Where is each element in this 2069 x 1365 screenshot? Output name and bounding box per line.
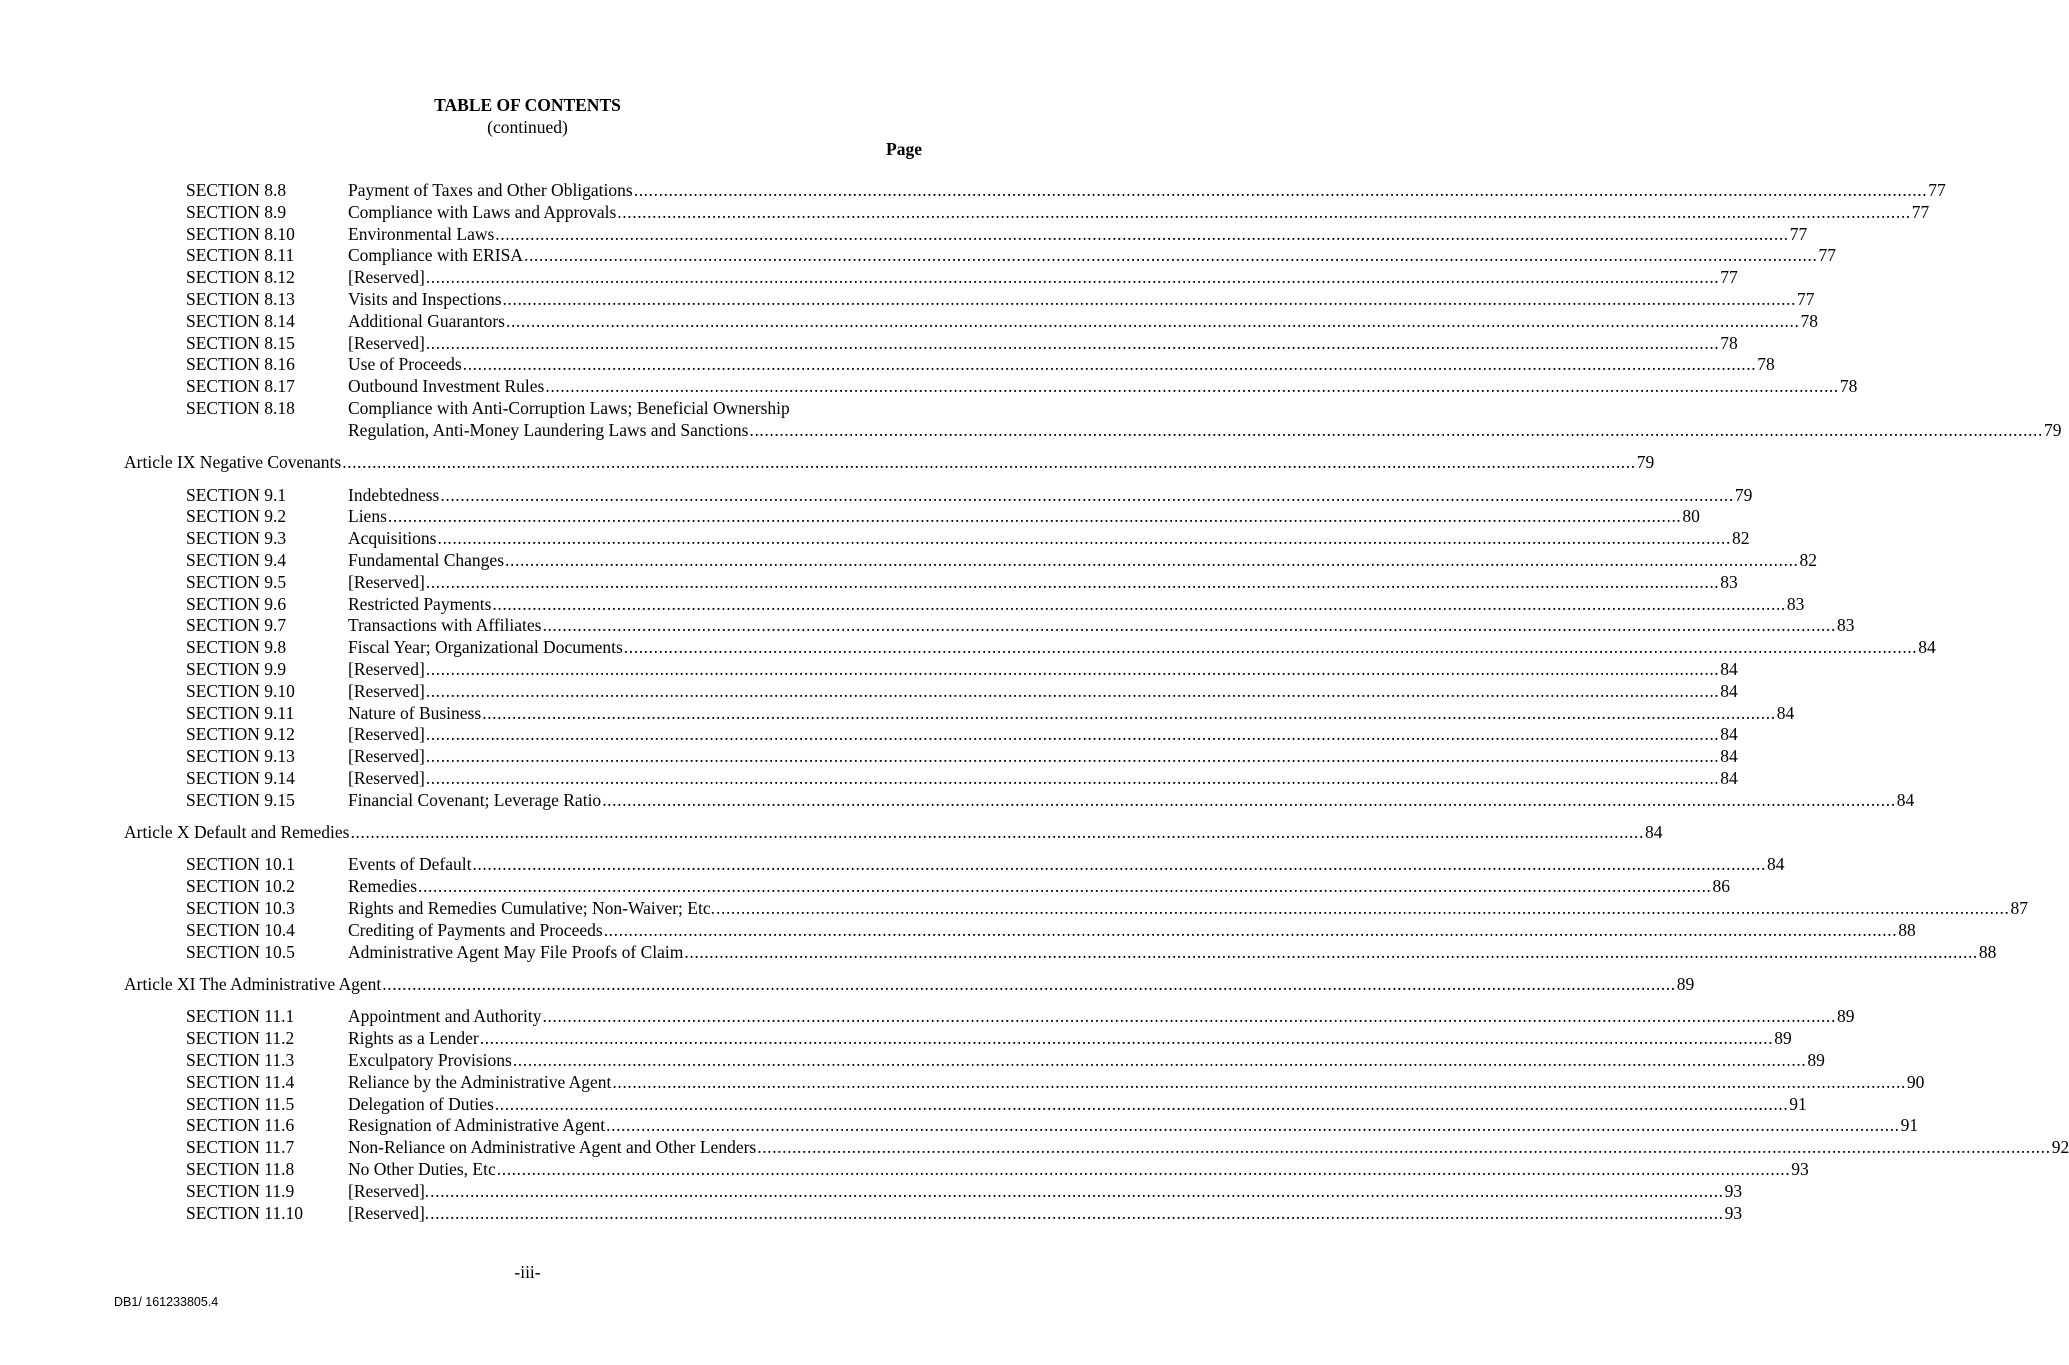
dot-leader: .................................................................................................................................................................................................................................................................... <box>612 1071 1906 1092</box>
dot-leader: .................................................................................................................................................................................................................................................................... <box>382 974 1676 995</box>
section-title: Payment of Taxes and Other Obligations <box>348 180 633 200</box>
dot-leader: .................................................................................................................................................................................................................................................................... <box>492 593 1786 614</box>
section-number: SECTION 11.8 <box>186 1159 295 1180</box>
dot-leader: .................................................................................................................................................................................................................................................................... <box>387 506 1682 527</box>
page-number: 89 <box>1676 974 1695 995</box>
dot-leader: .................................................................................................................................................................................................................................................................... <box>633 180 1928 200</box>
toc-entry-section[interactable] <box>0 637 1936 659</box>
section-title: Resignation of Administrative Agent <box>348 1115 606 1136</box>
section-title: Delegation of Duties <box>348 1093 494 1114</box>
dot-leader: .................................................................................................................................................................................................................................................................... <box>542 1006 1836 1027</box>
section-number: SECTION 11.5 <box>186 1093 295 1114</box>
dot-leader: .................................................................................................................................................................................................................................................................... <box>716 898 2010 919</box>
toc-entry-section[interactable] <box>0 201 1930 224</box>
toc-entry-section[interactable] <box>0 1115 1919 1137</box>
section-number: SECTION 10.4 <box>186 919 295 940</box>
section-number: SECTION 8.10 <box>186 223 295 244</box>
page-number: 79 <box>1636 452 1655 473</box>
dot-leader: .................................................................................................................................................................................................................................................................... <box>430 1180 1724 1201</box>
page-number: 83 <box>1720 571 1738 592</box>
section-title: No Other Duties, Etc <box>348 1159 496 1180</box>
section-title: [Reserved] <box>348 746 425 767</box>
section-title: [Reserved] <box>348 267 425 288</box>
dot-leader: .................................................................................................................................................................................................................................................................... <box>623 637 1918 658</box>
dot-leader: .................................................................................................................................................................................................................................................................... <box>425 571 1720 592</box>
section-title: [Reserved]. <box>348 1180 430 1201</box>
toc-entry-section-8-18[interactable] <box>0 398 1055 420</box>
dot-leader: .................................................................................................................................................................................................................................................................... <box>505 310 1800 331</box>
section-number: SECTION 9.9 <box>186 658 287 679</box>
article-title: Article XI The Administrative Agent <box>124 974 382 995</box>
toc-entry-section[interactable] <box>0 1202 1743 1225</box>
section-title: Transactions with Affiliates <box>348 615 542 636</box>
section-number: SECTION 9.14 <box>186 767 295 788</box>
section-title: [Reserved] <box>348 571 425 592</box>
toc-entry-section[interactable] <box>0 310 1818 333</box>
toc-entry-section[interactable] <box>0 1180 1743 1203</box>
page-number: 84 <box>1918 637 1936 658</box>
page-number: 77 <box>1928 180 1946 200</box>
toc-entry-section[interactable] <box>0 484 1753 507</box>
dot-leader: .................................................................................................................................................................................................................................................................... <box>440 484 1734 505</box>
dot-leader: .................................................................................................................................................................................................................................................................... <box>602 789 1896 810</box>
section-number: SECTION 10.5 <box>186 941 295 962</box>
section-number: SECTION 8.15 <box>186 332 295 353</box>
footer-page-number: -iii- <box>514 1262 541 1282</box>
dot-leader: .................................................................................................................................................................................................................................................................... <box>472 854 1766 875</box>
section-number: SECTION 11.9 <box>186 1180 295 1201</box>
section-number: SECTION 9.2 <box>186 506 287 527</box>
article-title: Article IX Negative Covenants <box>124 452 342 473</box>
dot-leader: .................................................................................................................................................................................................................................................................... <box>425 767 1720 788</box>
section-title: Nature of Business <box>348 702 482 723</box>
page-number: 77 <box>1789 223 1808 244</box>
toc-entry-section[interactable] <box>0 615 1855 637</box>
section-title-line1: Compliance with Anti-Corruption Laws; Beneficial Ownership <box>348 397 790 418</box>
toc-entry-section[interactable] <box>0 376 1858 398</box>
dot-leader: .................................................................................................................................................................................................................................................................... <box>496 1159 1791 1180</box>
section-number: SECTION 9.4 <box>186 549 287 570</box>
toc-title: TABLE OF CONTENTS <box>434 95 621 115</box>
toc-entry-section[interactable] <box>0 789 1915 812</box>
page-number: 77 <box>1797 288 1815 309</box>
toc-entry-section[interactable] <box>0 223 1808 246</box>
section-title: Fundamental Changes <box>348 549 505 570</box>
toc-entry-section[interactable] <box>0 919 1916 942</box>
page-number: 84 <box>1720 658 1738 679</box>
section-number: SECTION 11.2 <box>186 1028 295 1049</box>
page-number: 89 <box>1807 1050 1825 1071</box>
section-title: [Reserved] <box>348 767 425 788</box>
page-number: 84 <box>1720 680 1738 701</box>
dot-leader: .................................................................................................................................................................................................................................................................... <box>757 1137 2051 1158</box>
toc-entry-section[interactable] <box>0 1093 1807 1116</box>
section-number: SECTION 8.8 <box>186 180 287 200</box>
page-number: 84 <box>1776 702 1795 723</box>
section-number: SECTION 9.1 <box>186 484 287 505</box>
dot-leader: .................................................................................................................................................................................................................................................................... <box>603 919 1898 940</box>
page-number: 84 <box>1896 789 1915 810</box>
toc-entry-section[interactable] <box>0 1028 1792 1050</box>
section-title: Visits and Inspections <box>348 288 502 309</box>
section-title: Compliance with ERISA <box>348 245 523 266</box>
section-number: SECTION 9.5 <box>186 571 287 592</box>
page-number: 84 <box>1720 767 1738 788</box>
toc-entry-section-8-18-continued[interactable] <box>0 419 2062 442</box>
toc-entry-section[interactable] <box>0 746 1738 768</box>
section-title: Exculpatory Provisions <box>348 1050 512 1071</box>
section-number: SECTION 11.7 <box>186 1137 295 1158</box>
section-number: SECTION 11.3 <box>186 1050 295 1071</box>
toc-entry-section[interactable] <box>0 571 1738 594</box>
toc-entry-section[interactable] <box>0 549 1818 572</box>
section-number: SECTION 8.17 <box>186 376 295 397</box>
page-number: 82 <box>1799 549 1818 570</box>
toc-subtitle: (continued) <box>487 117 568 137</box>
toc-entry-section[interactable] <box>0 245 1836 267</box>
page-column-header: Page <box>886 139 922 159</box>
page-number: 93 <box>1724 1202 1743 1223</box>
page-number: 89 <box>1836 1006 1855 1027</box>
section-title: Appointment and Authority <box>348 1006 542 1027</box>
dot-leader: .................................................................................................................................................................................................................................................................... <box>494 1093 1789 1114</box>
page-number: 91 <box>1789 1093 1807 1114</box>
toc-entry-section[interactable] <box>0 1050 1825 1072</box>
dot-leader: .................................................................................................................................................................................................................................................................... <box>425 267 1720 288</box>
toc-entry-article-x[interactable] <box>0 822 1663 844</box>
dot-leader: .................................................................................................................................................................................................................................................................... <box>418 876 1712 897</box>
dot-leader: .................................................................................................................................................................................................................................................................... <box>430 1202 1724 1223</box>
section-number: SECTION 9.10 <box>186 680 295 701</box>
page-number: 77 <box>1911 201 1930 222</box>
toc-entry-section[interactable] <box>0 767 1738 790</box>
toc-entry-article-xi[interactable] <box>0 974 1695 996</box>
section-number: SECTION 8.13 <box>186 288 295 309</box>
dot-leader: .................................................................................................................................................................................................................................................................... <box>545 376 1839 397</box>
toc-entry-section[interactable] <box>0 332 1738 355</box>
page-number: 78 <box>1720 332 1738 353</box>
page-number: 84 <box>1720 724 1738 745</box>
section-number: SECTION 10.3 <box>186 898 295 919</box>
dot-leader: .................................................................................................................................................................................................................................................................... <box>495 223 1789 244</box>
toc-entry-section[interactable] <box>0 528 1750 550</box>
section-number: SECTION 9.15 <box>186 789 295 810</box>
dot-leader: .................................................................................................................................................................................................................................................................... <box>462 354 1757 375</box>
section-title: Indebtedness <box>348 484 440 505</box>
section-number: SECTION 9.13 <box>186 746 295 767</box>
page-number: 91 <box>1900 1115 1919 1136</box>
page-number: 83 <box>1836 615 1855 636</box>
page-number: 77 <box>1720 267 1738 288</box>
section-title: Restricted Payments <box>348 593 492 614</box>
section-title: Financial Covenant; Leverage Ratio <box>348 789 602 810</box>
section-title: Environmental Laws <box>348 223 495 244</box>
toc-entry-section[interactable] <box>0 941 1997 964</box>
section-title: Events of Default <box>348 854 472 875</box>
toc-entry-section[interactable] <box>0 267 1738 289</box>
page-number: 84 <box>1766 854 1785 875</box>
toc-entry-section[interactable] <box>0 1006 1855 1028</box>
page-number: 92 <box>2051 1137 2069 1158</box>
dot-leader: .................................................................................................................................................................................................................................................................... <box>350 822 1644 843</box>
page-number: 78 <box>1757 354 1775 375</box>
dot-leader: .................................................................................................................................................................................................................................................................... <box>606 1115 1900 1136</box>
section-number: SECTION 11.4 <box>186 1071 295 1092</box>
section-title: Acquisitions <box>348 528 437 549</box>
dot-leader: .................................................................................................................................................................................................................................................................... <box>425 332 1720 353</box>
toc-entry-section[interactable] <box>0 724 1738 746</box>
page-number: 86 <box>1712 876 1731 897</box>
dot-leader: .................................................................................................................................................................................................................................................................... <box>617 201 1911 222</box>
dot-leader: .................................................................................................................................................................................................................................................................... <box>505 549 1799 570</box>
section-number: SECTION 8.12 <box>186 267 295 288</box>
dot-leader: .................................................................................................................................................................................................................................................................... <box>342 452 1636 473</box>
section-title: Administrative Agent May File Proofs of Claim <box>348 941 684 962</box>
section-number: SECTION 11.6 <box>186 1115 295 1136</box>
page-number: 82 <box>1731 528 1750 549</box>
section-number: SECTION 9.8 <box>186 637 287 658</box>
section-title: Rights and Remedies Cumulative; Non-Waiver; Etc. <box>348 898 715 919</box>
section-number: SECTION 9.6 <box>186 593 287 614</box>
section-title: Use of Proceeds <box>348 354 462 375</box>
section-title: [Reserved] <box>348 724 425 745</box>
page-number: 79 <box>2043 419 2062 440</box>
section-title: [Reserved] <box>348 332 425 353</box>
dot-leader: .................................................................................................................................................................................................................................................................... <box>542 615 1836 636</box>
toc-entry-section[interactable] <box>0 1159 1809 1181</box>
page-number: 90 <box>1906 1071 1925 1092</box>
section-title: Compliance with Laws and Approvals <box>348 201 617 222</box>
article-title: Article X Default and Remedies <box>124 822 350 843</box>
page-number: 88 <box>1898 919 1916 940</box>
toc-entry-section[interactable] <box>0 354 1775 376</box>
page-number: 87 <box>2010 898 2028 919</box>
page-number: 79 <box>1734 484 1753 505</box>
section-title-line2: Regulation, Anti-Money Laundering Laws and Sanctions <box>348 419 749 440</box>
section-title: Remedies <box>348 876 418 897</box>
section-number: SECTION 9.7 <box>186 615 287 636</box>
section-number: SECTION 8.11 <box>186 245 295 266</box>
section-title: Crediting of Payments and Proceeds <box>348 919 603 940</box>
toc-entry-section[interactable] <box>0 854 1785 876</box>
toc-entry-section[interactable] <box>0 506 1700 528</box>
page-number: 93 <box>1791 1159 1809 1180</box>
dot-leader: .................................................................................................................................................................................................................................................................... <box>502 288 1797 309</box>
section-number: SECTION 10.2 <box>186 876 295 897</box>
section-title: Outbound Investment Rules <box>348 376 545 397</box>
dot-leader: .................................................................................................................................................................................................................................................................... <box>482 702 1776 723</box>
page-number: 80 <box>1682 506 1700 527</box>
dot-leader: .................................................................................................................................................................................................................................................................... <box>479 1028 1774 1049</box>
toc-entry-section[interactable] <box>0 680 1738 703</box>
page-number: 78 <box>1839 376 1858 397</box>
toc-entry-section[interactable] <box>0 1071 1925 1094</box>
section-title: Fiscal Year; Organizational Documents <box>348 637 623 658</box>
toc-entry-section[interactable] <box>0 593 1805 616</box>
section-number: SECTION 11.1 <box>186 1006 295 1027</box>
section-title: [Reserved] <box>348 680 425 701</box>
section-number: SECTION 9.11 <box>186 702 295 723</box>
page-number: 78 <box>1800 310 1818 331</box>
page-number: 88 <box>1978 941 1997 962</box>
toc-entry-section[interactable] <box>0 898 2028 920</box>
toc-list <box>0 180 2069 1224</box>
toc-entry-section[interactable] <box>0 1137 2069 1159</box>
section-number: SECTION 8.14 <box>186 310 295 331</box>
page-number: 84 <box>1644 822 1663 843</box>
toc-entry-article-ix[interactable] <box>0 452 1655 474</box>
dot-leader: .................................................................................................................................................................................................................................................................... <box>684 941 1978 962</box>
page-number: 89 <box>1774 1028 1792 1049</box>
dot-leader: .................................................................................................................................................................................................................................................................... <box>512 1050 1807 1071</box>
dot-leader: .................................................................................................................................................................................................................................................................... <box>425 724 1720 745</box>
page-number: 83 <box>1786 593 1805 614</box>
section-title: Additional Guarantors <box>348 310 505 331</box>
dot-leader: .................................................................................................................................................................................................................................................................... <box>437 528 1731 549</box>
page-number: 77 <box>1818 245 1836 266</box>
section-number: SECTION 8.9 <box>186 201 287 222</box>
section-title: Reliance by the Administrative Agent <box>348 1071 612 1092</box>
section-title: Rights as a Lender <box>348 1028 479 1049</box>
dot-leader: .................................................................................................................................................................................................................................................................... <box>523 245 1818 266</box>
dot-leader: .................................................................................................................................................................................................................................................................... <box>425 746 1720 767</box>
section-title: [Reserved]. <box>348 1202 430 1223</box>
toc-entry-section[interactable] <box>0 658 1738 681</box>
dot-leader: .................................................................................................................................................................................................................................................................... <box>749 419 2043 440</box>
section-title: [Reserved] <box>348 658 425 679</box>
section-number: SECTION 10.1 <box>186 854 295 875</box>
page-number: 93 <box>1724 1180 1743 1201</box>
toc-entry-section[interactable] <box>0 180 1946 202</box>
footer-document-id: DB1/ 161233805.4 <box>114 1295 219 1309</box>
section-number: SECTION 8.16 <box>186 354 295 375</box>
dot-leader: .................................................................................................................................................................................................................................................................... <box>425 680 1720 701</box>
toc-entry-section[interactable] <box>0 876 1731 898</box>
page-number: 84 <box>1720 746 1738 767</box>
section-title: Liens <box>348 506 387 527</box>
section-number: SECTION 9.3 <box>186 528 287 549</box>
section-number: SECTION 9.12 <box>186 724 295 745</box>
section-title: Non-Reliance on Administrative Agent and Other Lenders <box>348 1137 757 1158</box>
toc-entry-section[interactable] <box>0 288 1815 311</box>
section-number: SECTION 11.10 <box>186 1202 303 1223</box>
dot-leader: .................................................................................................................................................................................................................................................................... <box>425 658 1720 679</box>
section-number: SECTION 8.18 <box>186 397 295 418</box>
toc-entry-section[interactable] <box>0 702 1795 725</box>
